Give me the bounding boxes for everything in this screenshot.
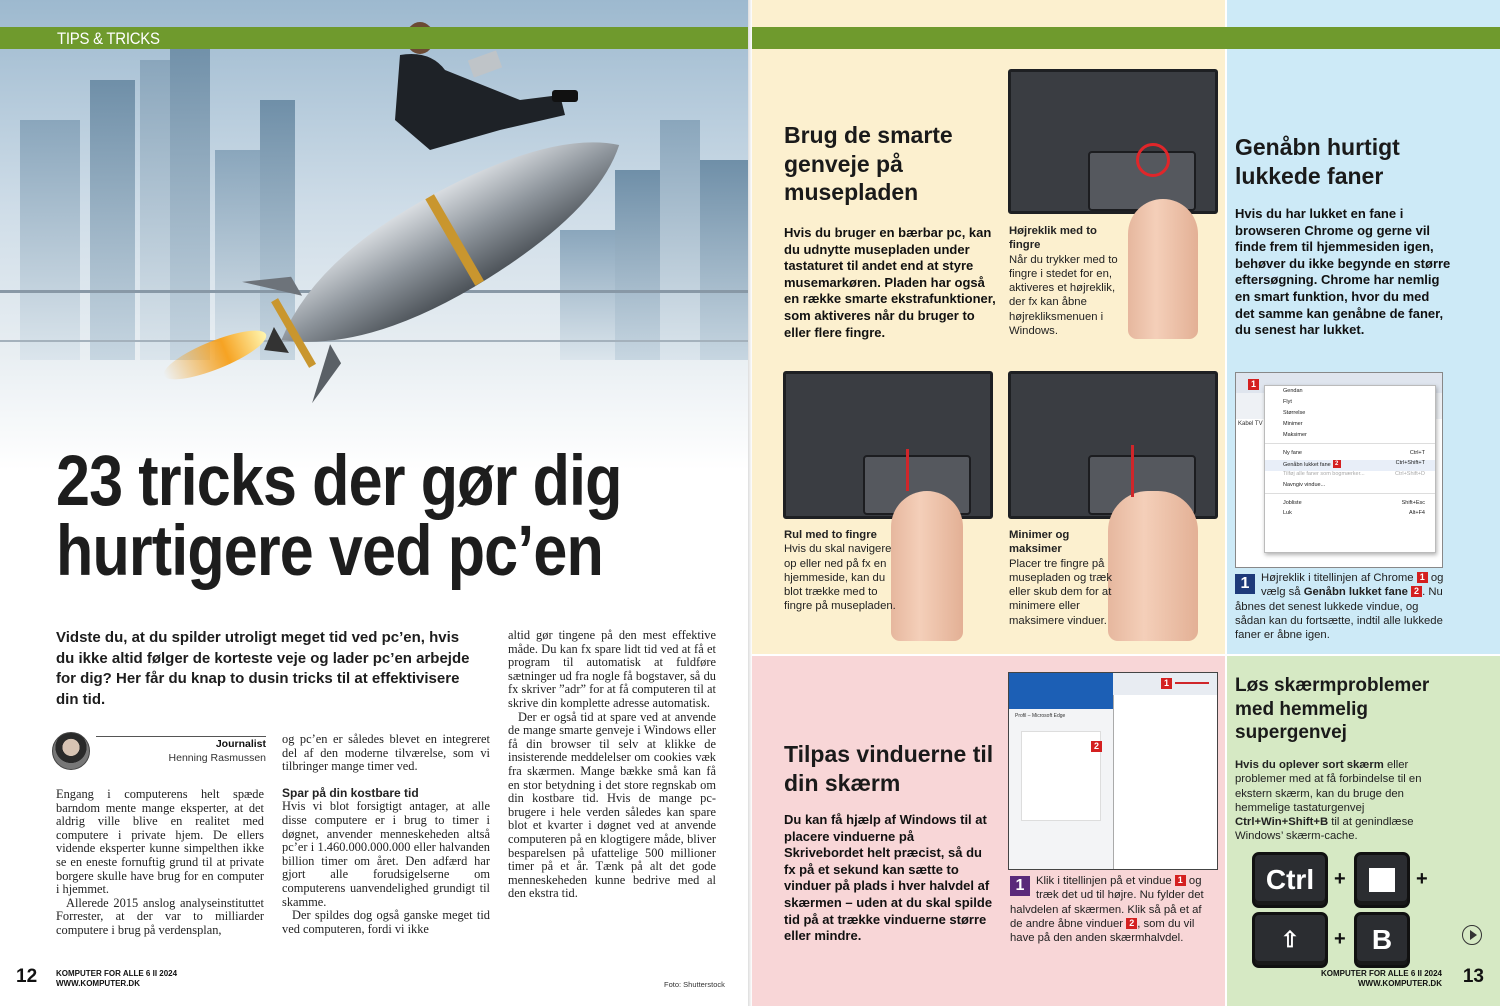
context-menu-item-label: Flyt — [1283, 399, 1292, 405]
col2-subheading: Spar på din kostbare tid — [282, 785, 419, 800]
article-title-line2: hurtigere ved pc’en — [56, 512, 603, 591]
col1-paragraph2: Allerede 2015 anslog analyseinstituttet Forrester, at der var to milliarder computere i brug på verdensplan, — [56, 895, 264, 937]
menu-list — [1265, 388, 1435, 521]
body-column-2 — [282, 733, 490, 936]
key-shift — [1252, 912, 1328, 968]
two-finger-hand-graphic — [1128, 199, 1198, 339]
context-menu-item[interactable] — [1265, 493, 1435, 510]
snap-right-window — [1113, 673, 1218, 870]
article-title — [56, 442, 649, 591]
context-menu-item-label: Størrelse — [1283, 410, 1306, 416]
body-column-1 — [56, 788, 264, 938]
box4-lead — [1235, 758, 1447, 844]
byline-role: Journalist — [215, 738, 266, 750]
footer-right-url: WWW.KOMPUTER.DK — [1358, 979, 1442, 988]
caption-minmax — [1009, 528, 1121, 628]
photo-credit: Foto: Shutterstock — [664, 980, 725, 989]
box3-step-text3: , som du vil have på den anden skærmhalvdel. — [1010, 917, 1195, 945]
context-menu-item[interactable] — [1265, 432, 1435, 443]
context-menu-item-label: Tilføj alle faner som bogmærker... — [1283, 471, 1365, 477]
caption-scroll-text: Hvis du skal navigere op eller ned på fx en hjemmeside, kan du blot trække med to fingre på musepladen. — [784, 543, 896, 613]
footer-left — [56, 969, 177, 989]
footer-right-mag: KOMPUTER FOR ALLE 6 II 2024 — [1320, 969, 1442, 978]
three-finger-hand-graphic — [1108, 491, 1198, 641]
caption-right-click-title: Højreklik med to fingre — [1009, 225, 1097, 252]
step-number-badge-3: 1 — [1010, 876, 1030, 896]
context-menu-shortcut: Ctrl+Shift+D — [1395, 471, 1425, 477]
caption-scroll-title: Rul med to fingre — [784, 529, 877, 541]
article-title-line1: 23 tricks der gør dig — [56, 442, 622, 521]
panel-divider-vertical — [1225, 0, 1227, 1006]
plus-sign-1: + — [1334, 868, 1346, 890]
context-menu-shortcut: Alt+F4 — [1408, 510, 1425, 516]
context-menu-item[interactable] — [1265, 410, 1435, 421]
box3-step-text1: Klik i titellinjen på et vindue — [1036, 875, 1172, 887]
callout-badge-2-ref: 2 — [1411, 586, 1422, 597]
box1-heading: Brug de smarte genveje på musepladen — [784, 122, 953, 205]
context-menu-shortcut: Shift+Esc — [1401, 500, 1425, 506]
col2-paragraph2: Hvis vi blot forsigtigt antager, at alle disse computere er i brug to timer i døgnet, anvender menneskeheden altså pc’er i 1.460.000.000.000 eller halvanden billion timer om året. Den adfærd har gjort alle forudsigelserne om computerens uanvendelighed grundigt til skamme. — [282, 799, 490, 909]
context-menu-item[interactable] — [1265, 443, 1435, 460]
callout-badge-2-ref3: 2 — [1126, 918, 1137, 929]
windows-key-icon — [1369, 868, 1395, 892]
page-number-left: 12 — [16, 966, 38, 987]
context-menu-shortcut: Ctrl+T — [1409, 450, 1425, 456]
minmax-arrow-icon — [1131, 445, 1134, 497]
box2-step-bold: Genåbn lukket fane — [1303, 586, 1408, 599]
chrome-tab-text: Kabel TV — [1238, 421, 1263, 427]
scroll-hand-graphic — [891, 491, 963, 641]
box3-heading: Tilpas vinduerne til din skærm — [784, 741, 994, 796]
context-menu-item-label: Luk — [1283, 510, 1292, 516]
section-tag: TIPS & TRICKS — [57, 29, 160, 48]
box2-heading: Genåbn hurtigt lukkede faner — [1235, 134, 1400, 189]
context-menu-item[interactable] — [1265, 460, 1435, 471]
box4-lead-end: til at genindlæse Windows’ skærm-cache. — [1235, 816, 1414, 843]
box3-step — [1010, 874, 1216, 945]
key-ctrl: Ctrl — [1252, 852, 1328, 908]
context-menu-item-label: Gendan — [1283, 388, 1303, 394]
chrome-context-menu — [1264, 385, 1436, 553]
journalist-avatar — [52, 732, 90, 770]
context-menu-item[interactable] — [1265, 421, 1435, 432]
byline-rule — [96, 736, 266, 737]
step-number-badge: 1 — [1235, 574, 1255, 594]
col1-paragraph1: Engang i computerens helt spæde barndom mente mange eksperter, at det aldrig ville blive en realitet med computere i private hjem. De ellers vidende eksperter kunne simpelthen ikke se en eneste fornuftig grund til at private borgere skulle have brug for en computer i hjemmet. — [56, 787, 264, 897]
chrome-context-menu-screenshot — [1235, 372, 1443, 568]
article-intro: Vidste du, at du spilder utroligt meget tid ved pc’en, hvis du ikke altid følger de korteste veje og lader pc’en arbejde for dig? Her får du knap to dusin tricks til at effektivisere din tid. — [56, 629, 470, 708]
context-menu-item[interactable] — [1265, 399, 1435, 410]
snap-window-screenshot — [1008, 672, 1218, 870]
drag-arrow-icon — [1175, 682, 1209, 684]
right-page — [752, 0, 1500, 1006]
box2-step — [1235, 571, 1447, 642]
caption-right-click-text: Når du trykker med to fingre i stedet for en, aktiveres et højreklik, der fx kan åbne højrekliksmenuen i Windows. — [1009, 253, 1118, 338]
callout-badge-1-ref: 1 — [1417, 572, 1428, 583]
box4-shortcut: Ctrl+Win+Shift+B — [1235, 816, 1329, 829]
callout-badge-2-screen: 2 — [1091, 741, 1102, 752]
scroll-arrow-icon — [906, 449, 909, 491]
context-menu-item-label: Navngiv vindue... — [1283, 482, 1326, 488]
plus-sign-2: + — [1416, 868, 1428, 890]
context-menu-item-label: Ny fane — [1283, 450, 1302, 456]
key-b: B — [1354, 912, 1410, 968]
callout-badge-1: 1 — [1248, 379, 1259, 390]
callout-badge-2: 2 — [1333, 460, 1341, 468]
context-menu-item-label: Jobliste — [1283, 500, 1302, 506]
box2-lead: Hvis du har lukket en fane i browseren Chrome og gerne vil finde frem til hjemmesiden igen, behøver du ikke begynde en større eftersøgning. Chrome har nemlig en smart funktion, hvor du med det samme kan genåbne de faner, du senest har lukket. — [1235, 206, 1451, 338]
page-number-right: 13 — [1462, 966, 1484, 987]
plus-sign-3: + — [1334, 928, 1346, 950]
footer-right — [1321, 969, 1442, 989]
box2-step-mid: og vælg så — [1261, 572, 1444, 599]
panel-divider-horizontal — [752, 654, 1500, 656]
byline-name: Henning Rasmussen — [168, 752, 266, 764]
box2-step-pre: Højreklik i titellinjen af Chrome — [1261, 572, 1414, 584]
hero-photo — [0, 0, 748, 470]
col3-paragraph1: altid gør tingene på den mest effektive måde. Du kan fx spare lidt tid ved at få et program til automatisk at fuldføre sætninger ud fra nogle få bogstaver, så du fx skriver ”adr” for at få computeren til at skrive din komplette adresse automatisk. — [508, 628, 716, 710]
context-menu-item[interactable] — [1265, 482, 1435, 493]
shift-arrow-icon: ⇧ — [1280, 927, 1300, 952]
caption-scroll — [784, 528, 896, 614]
snap-left-window-title: Profil – Microsoft Edge — [1015, 713, 1066, 719]
left-page — [0, 0, 748, 1006]
context-menu-item-label: Maksimer — [1283, 432, 1307, 438]
box3-lead: Du kan få hjælp af Windows til at placere vinduerne på Skrivebordet helt præcist, så du fx på et sekund kan sætte to vinduer på plads i hver halvdel af skærmen – uden at du skal spilde tid på at trække vinduerne større eller mindre. — [784, 812, 993, 944]
context-menu-item-label: Minimer — [1283, 421, 1303, 427]
play-triangle-icon — [1470, 930, 1477, 940]
callout-badge-1-screen: 1 — [1161, 678, 1172, 689]
caption-minmax-text: Placer tre fingre på musepladen og træk eller skub dem for at minimere eller maksimere vinduer. — [1009, 557, 1112, 627]
key-windows — [1354, 852, 1410, 908]
context-menu-item[interactable] — [1265, 388, 1435, 399]
footer-left-url: WWW.KOMPUTER.DK — [56, 979, 140, 988]
tap-ripple-icon — [1136, 143, 1170, 177]
caption-minmax-title: Minimer og maksimer — [1009, 529, 1070, 556]
caption-right-click — [1009, 224, 1121, 338]
next-page-icon[interactable] — [1462, 925, 1482, 945]
box4-lead-rest: eller problemer med at få forbindelse til en ekstern skærm, kan du bruge den hemmelige tastaturgenvej — [1235, 759, 1422, 814]
city-skyline-graphic — [0, 0, 748, 470]
box1-lead: Hvis du bruger en bærbar pc, kan du udnytte musepladen under tastaturet til andet end at styre musemarkøren. Pladen har også en række smarte ekstrafunktioner, som aktiveres når du bruger to eller flere fingre. — [784, 225, 996, 340]
callout-badge-1-ref3: 1 — [1175, 875, 1186, 886]
context-menu-shortcut: Ctrl+Shift+T — [1395, 460, 1425, 466]
context-menu-item[interactable] — [1265, 471, 1435, 482]
col2-paragraph3: Der spildes dog også ganske meget tid ved computeren, fordi vi ikke — [282, 908, 490, 936]
section-header-bar-right — [752, 27, 1500, 49]
body-column-3 — [508, 629, 716, 901]
box2-step-post: . Nu åbnes det senest lukkede vindue, og sådan kan du fortsætte, indtil alle lukkede faner er åbne igen. — [1235, 586, 1443, 642]
box4-lead-bold: Hvis du oplever sort skærm — [1235, 759, 1384, 771]
footer-left-mag: KOMPUTER FOR ALLE 6 II 2024 — [56, 969, 178, 978]
context-menu-item[interactable] — [1265, 510, 1435, 521]
col3-paragraph2: Der er også tid at spare ved at anvende de mange smarte genveje i Windows eller få din browser til selv at klikke de insisterende meddelelser om cookies væk fra skærmen. Mange bække små kan få en stor betydning i det store regnskab om din kostbare tid. Hvis de mange pc-brugere i hele verden således kan spare blot et kvarter i døgnet ved at anvende computeren på en klogtigere måde, bliver besparelsen på ufattelige 500 millioner timer på et år. Tænk på alt det gode menneskeheden kunne bedrive med al den ekstra tid. — [508, 709, 716, 901]
box4-heading: Løs skærmproblemer med hemmelig supergenvej — [1235, 675, 1430, 743]
col2-paragraph1: og pc’en er således blevet en integreret del af den moderne tilværelse, som vi tilbringer mange timer ved. — [282, 732, 490, 774]
byline — [52, 732, 266, 774]
context-menu-item-label: Genåbn lukket fane — [1283, 462, 1331, 468]
box3-step-text2: og træk det ud til højre. Nu fylder det halvdelen af skærmen. Klik så på et af de andre åbne vinduer — [1010, 875, 1204, 930]
snap-left-window-content — [1021, 731, 1101, 821]
